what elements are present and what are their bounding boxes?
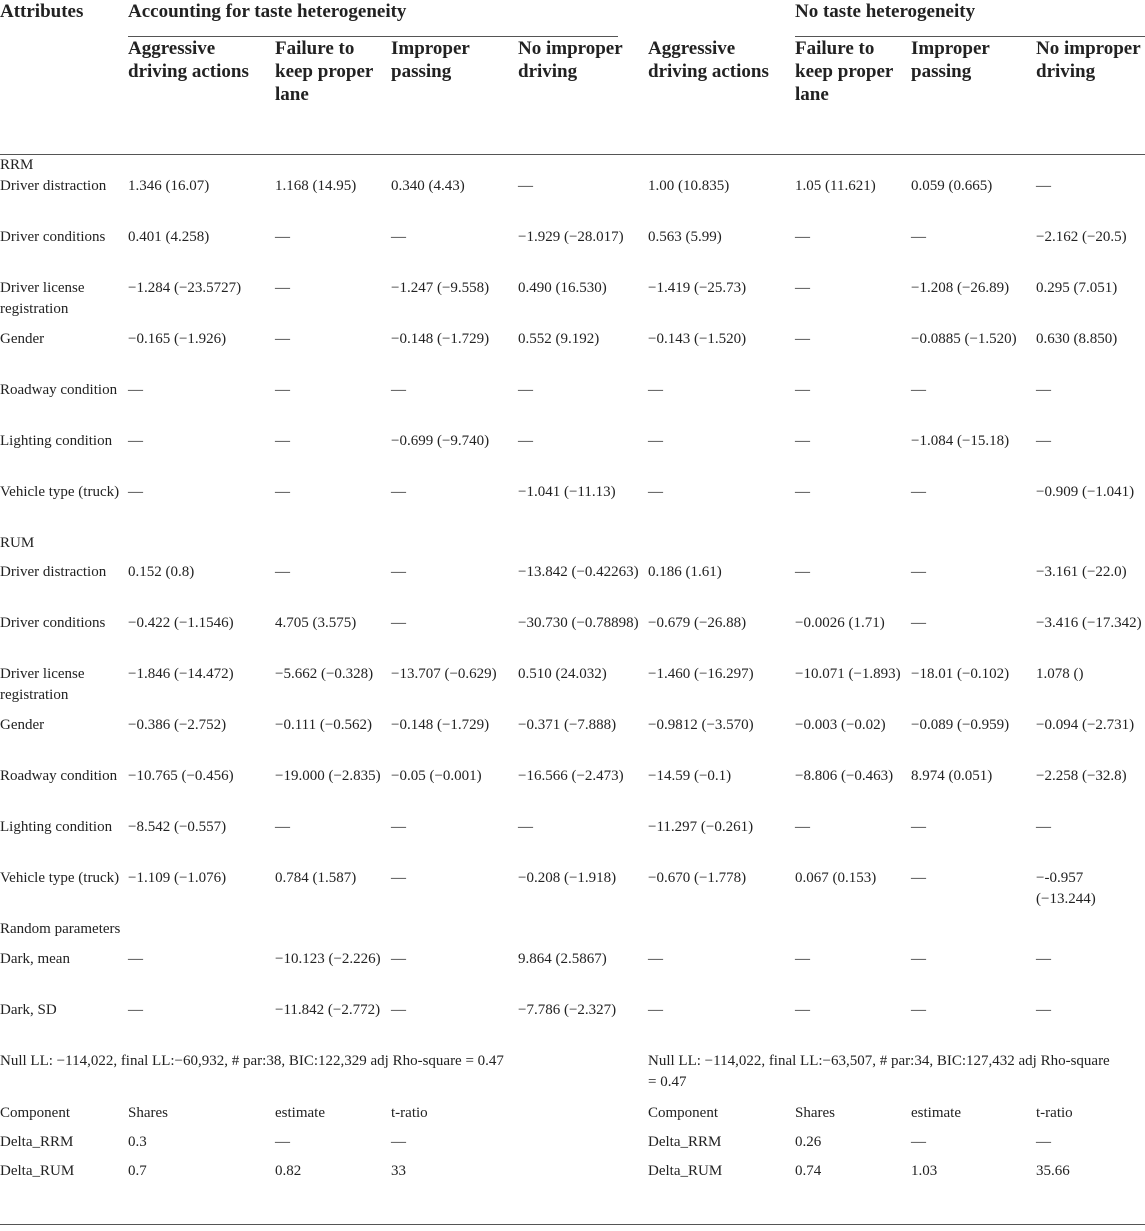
cell: −10.071 (−1.893): [795, 666, 901, 682]
cell: —: [518, 819, 533, 835]
cell: 0.784 (1.587): [275, 870, 357, 886]
cell: —: [391, 819, 406, 835]
cell: —: [391, 951, 406, 967]
row-label: Driver license registration: [0, 666, 85, 703]
cell: —: [391, 1134, 406, 1150]
cell: 0.340 (4.43): [391, 178, 465, 194]
cell: —: [275, 819, 290, 835]
cell: −1.460 (−16.297): [648, 666, 754, 682]
cell: —: [1036, 382, 1051, 398]
cell: −1.846 (−14.472): [128, 666, 234, 682]
cell: −0.148 (−1.729): [391, 717, 490, 733]
cell: 35.66: [1036, 1163, 1070, 1179]
section-label-rrm: RRM: [0, 157, 34, 173]
cell: —: [648, 382, 663, 398]
cell: −18.01 (−0.102): [911, 666, 1010, 682]
cell: 0.82: [275, 1163, 302, 1179]
cell: —: [275, 433, 290, 449]
col-header: Failure to keep proper lane: [795, 38, 893, 105]
cell: —: [518, 382, 533, 398]
cell: —: [795, 382, 810, 398]
cell: estimate: [911, 1105, 961, 1121]
cell: 0.74: [795, 1163, 822, 1179]
row-label: Driver license registration: [0, 280, 85, 317]
cell: 1.00 (10.835): [648, 178, 730, 194]
row-label: Roadway condition: [0, 382, 118, 398]
cell: −0.371 (−7.888): [518, 717, 617, 733]
cell: —: [795, 564, 810, 580]
row-label: Driver conditions: [0, 229, 106, 245]
cell: t-ratio: [391, 1105, 428, 1121]
cell: 0.552 (9.192): [518, 331, 600, 347]
cell: —: [795, 433, 810, 449]
cell: 33: [391, 1163, 406, 1179]
cell: 0.295 (7.051): [1036, 280, 1118, 296]
cell: −0.9812 (−3.570): [648, 717, 754, 733]
cell: estimate: [275, 1105, 325, 1121]
cell: —: [128, 1002, 143, 1018]
cell: −0.05 (−0.001): [391, 768, 482, 784]
cell: −1.929 (−28.017): [518, 229, 624, 245]
cell: −10.765 (−0.456): [128, 768, 234, 784]
cell: Delta_RRM: [648, 1134, 722, 1150]
cell: —: [795, 484, 810, 500]
cell: −1.419 (−25.73): [648, 280, 747, 296]
col-header: Failure to keep proper lane: [275, 38, 373, 105]
cell: −0.0885 (−1.520): [911, 331, 1017, 347]
row-label: Driver conditions: [0, 615, 106, 631]
cell: −0.0026 (1.71): [795, 615, 885, 631]
cell: −0.143 (−1.520): [648, 331, 747, 347]
cell: Component: [0, 1105, 70, 1121]
cell: —: [391, 229, 406, 245]
table-row: [0, 766, 1145, 817]
row-label: Driver distraction: [0, 178, 107, 194]
cell: −14.59 (−0.1): [648, 768, 732, 784]
fit-statistics-row: [0, 1051, 1145, 1103]
cell: —: [128, 433, 143, 449]
cell: 4.705 (3.575): [275, 615, 357, 631]
table-row: [0, 176, 1145, 227]
cell: 0.067 (0.153): [795, 870, 877, 886]
cell: −3.416 (−17.342): [1036, 615, 1142, 631]
cell: —: [275, 382, 290, 398]
cell: −0.089 (−0.959): [911, 717, 1010, 733]
cell: —: [648, 433, 663, 449]
component-header-row: [0, 1103, 1145, 1132]
cell: —: [275, 331, 290, 347]
cell: 1.03: [911, 1163, 938, 1179]
group-header-taste-heterogeneity: Accounting for taste heterogeneity: [128, 0, 648, 37]
cell: —: [795, 229, 810, 245]
cell: −0.679 (−26.88): [648, 615, 747, 631]
cell: 8.974 (0.051): [911, 768, 993, 784]
table-row: [0, 482, 1145, 533]
cell: 1.346 (16.07): [128, 178, 210, 194]
cell: 0.630 (8.850): [1036, 331, 1118, 347]
cell: —: [391, 564, 406, 580]
col-header: Improper passing: [391, 38, 470, 82]
cell: —: [275, 229, 290, 245]
cell: —: [795, 280, 810, 296]
cell: —: [911, 615, 926, 631]
cell: −19.000 (−2.835): [275, 768, 381, 784]
fit-note-left: Null LL: −114,022, final LL:−60,932, # par:38, BIC:122,329 adj Rho-square = 0.47: [0, 1053, 504, 1069]
cell: −0.909 (−1.041): [1036, 484, 1135, 500]
cell: —: [275, 564, 290, 580]
table-header: [0, 0, 1145, 155]
row-label: Vehicle type (truck): [0, 484, 120, 500]
cell: −7.786 (−2.327): [518, 1002, 617, 1018]
cell: —: [128, 382, 143, 398]
cell: −13.707 (−0.629): [391, 666, 497, 682]
cell: −0.165 (−1.926): [128, 331, 227, 347]
row-label: Lighting condition: [0, 819, 113, 835]
cell: Delta_RUM: [0, 1163, 75, 1179]
cell: 1.168 (14.95): [275, 178, 357, 194]
col-header: Aggressive driving actions: [648, 38, 769, 82]
table-row: [0, 664, 1145, 715]
cell: 0.3: [128, 1134, 147, 1150]
cell: —: [1036, 951, 1051, 967]
cell: —: [911, 819, 926, 835]
cell: 1.05 (11.621): [795, 178, 876, 194]
table-row: [0, 329, 1145, 380]
cell: 0.7: [128, 1163, 147, 1179]
cell: Delta_RUM: [648, 1163, 723, 1179]
col-header: Aggressive driving actions: [128, 38, 249, 82]
cell: −1.109 (−1.076): [128, 870, 227, 886]
cell: —: [911, 1002, 926, 1018]
cell: 1.078 (): [1036, 666, 1084, 682]
cell: −1.208 (−26.89): [911, 280, 1010, 296]
col-header: No improper driving: [518, 38, 623, 82]
cell: 9.864 (2.5867): [518, 951, 607, 967]
cell: −1.041 (−11.13): [518, 484, 616, 500]
group-header-no-taste-heterogeneity: No taste heterogeneity: [795, 0, 1145, 37]
cell: —: [1036, 1134, 1051, 1150]
cell: Component: [648, 1105, 718, 1121]
table-row: [0, 562, 1145, 613]
cell: —: [128, 484, 143, 500]
cell: −13.842 (−0.42263): [518, 564, 639, 580]
table-row: [0, 868, 1145, 919]
cell: —: [795, 1002, 810, 1018]
row-label: Dark, mean: [0, 951, 70, 967]
cell: —: [648, 951, 663, 967]
cell: —: [1036, 819, 1051, 835]
cell: —: [911, 870, 926, 886]
cell: −2.258 (−32.8): [1036, 768, 1127, 784]
cell: —: [911, 564, 926, 580]
cell: −8.806 (−0.463): [795, 768, 894, 784]
cell: −0.386 (−2.752): [128, 717, 227, 733]
cell: −11.842 (−2.772): [275, 1002, 381, 1018]
cell: —: [1036, 1002, 1051, 1018]
cell: —: [1036, 178, 1051, 194]
table-row: [0, 431, 1145, 482]
cell: −2.162 (−20.5): [1036, 229, 1127, 245]
cell: −0.111 (−0.562): [275, 717, 373, 733]
row-label: Gender: [0, 331, 45, 347]
cell: —: [391, 382, 406, 398]
cell: —: [391, 870, 406, 886]
row-label: Gender: [0, 717, 45, 733]
section-label-random-parameters: Random parameters: [0, 921, 121, 937]
cell: —: [911, 382, 926, 398]
table-row: [0, 613, 1145, 664]
cell: −1.247 (−9.558): [391, 280, 490, 296]
cell: —: [648, 1002, 663, 1018]
cell: −0.699 (−9.740): [391, 433, 490, 449]
cell: —: [795, 331, 810, 347]
cell: —: [391, 615, 406, 631]
cell: −0.208 (−1.918): [518, 870, 617, 886]
component-row: [0, 1132, 1145, 1161]
cell: —: [911, 1134, 926, 1150]
cell: —: [275, 280, 290, 296]
section-label-rum: RUM: [0, 535, 35, 551]
cell: —: [275, 484, 290, 500]
cell: 0.26: [795, 1134, 822, 1150]
cell: −11.297 (−0.261): [648, 819, 754, 835]
cell: −5.662 (−0.328): [275, 666, 374, 682]
col-header: No improper driving: [1036, 38, 1141, 82]
cell: t-ratio: [1036, 1105, 1073, 1121]
cell: —: [275, 1134, 290, 1150]
row-label: Lighting condition: [0, 433, 113, 449]
cell: −0.094 (−2.731): [1036, 717, 1135, 733]
cell: —: [518, 433, 533, 449]
cell: —: [518, 178, 533, 194]
cell: —: [391, 1002, 406, 1018]
cell: 0.059 (0.665): [911, 178, 993, 194]
cell: —: [648, 484, 663, 500]
row-label: Roadway condition: [0, 768, 118, 784]
cell: —: [911, 229, 926, 245]
cell: −0.003 (−0.02): [795, 717, 886, 733]
cell: −0.670 (−1.778): [648, 870, 747, 886]
cell: —: [911, 951, 926, 967]
cell: —: [795, 951, 810, 967]
table-row: [0, 715, 1145, 766]
cell: −16.566 (−2.473): [518, 768, 624, 784]
row-label: Dark, SD: [0, 1002, 57, 1018]
cell: −3.161 (−22.0): [1036, 564, 1127, 580]
cell: −8.542 (−0.557): [128, 819, 227, 835]
cell: 0.490 (16.530): [518, 280, 607, 296]
cell: 0.152 (0.8): [128, 564, 195, 580]
cell: Delta_RRM: [0, 1134, 74, 1150]
cell: −0.422 (−1.1546): [128, 615, 234, 631]
cell: —: [128, 951, 143, 967]
fit-note-right: Null LL: −114,022, final LL:−63,507, # par:34, BIC:127,432 adj Rho-square = 0.47: [648, 1053, 1110, 1090]
table-row: [0, 1000, 1145, 1051]
table-row: [0, 278, 1145, 329]
attributes-header: Attributes: [0, 1, 84, 22]
cell: Shares: [795, 1105, 835, 1121]
component-row: [0, 1161, 1145, 1189]
cell: 0.401 (4.258): [128, 229, 210, 245]
cell: −10.123 (−2.226): [275, 951, 381, 967]
table-row: [0, 227, 1145, 278]
cell: —: [911, 484, 926, 500]
cell: −1.284 (−23.5727): [128, 280, 242, 296]
table-body: [0, 155, 1145, 1190]
cell: 0.186 (1.61): [648, 564, 722, 580]
col-header: Improper passing: [911, 38, 990, 82]
table-bottom-rule: [0, 1224, 1145, 1225]
cell: —: [391, 484, 406, 500]
cell: 0.563 (5.99): [648, 229, 722, 245]
cell: −-0.957 (−13.244): [1036, 870, 1096, 907]
cell: −30.730 (−0.78898): [518, 615, 639, 631]
table-row: [0, 380, 1145, 431]
cell: 0.510 (24.032): [518, 666, 607, 682]
cell: −0.148 (−1.729): [391, 331, 490, 347]
table-row: [0, 817, 1145, 868]
cell: —: [1036, 433, 1051, 449]
row-label: Vehicle type (truck): [0, 870, 120, 886]
cell: Shares: [128, 1105, 168, 1121]
row-label: Driver distraction: [0, 564, 107, 580]
cell: −1.084 (−15.18): [911, 433, 1010, 449]
cell: —: [795, 819, 810, 835]
table-row: [0, 949, 1145, 1000]
